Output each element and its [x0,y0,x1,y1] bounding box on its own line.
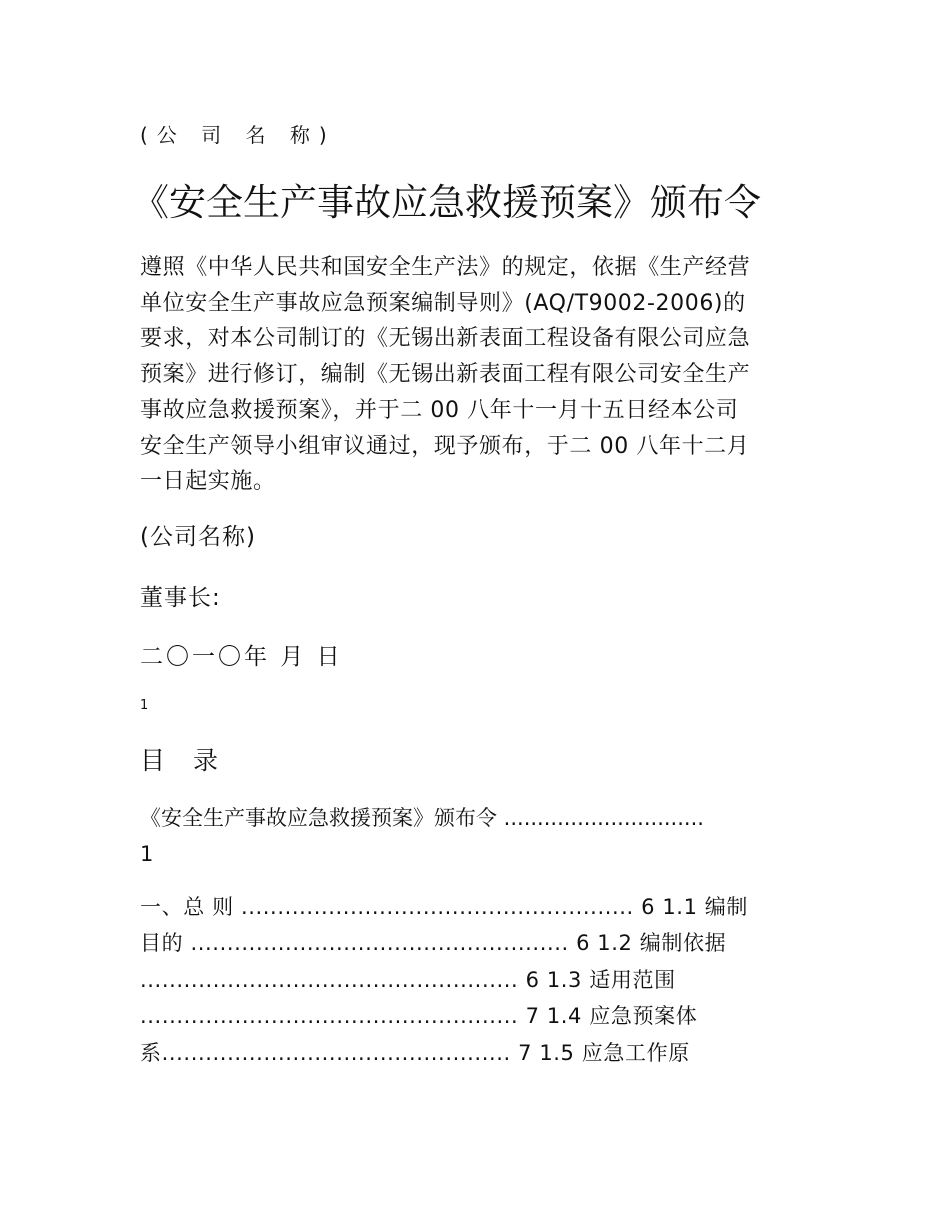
decree-line: 要求，对本公司制订的《无锡出新表面工程设备有限公司应急 [140,326,751,352]
toc-entries [140,889,748,1071]
toc-line[interactable]: 系................................................ 7 1.5 应急工作原 [140,1040,690,1065]
decree-line: 遵照《中华人民共和国安全生产法》的规定，依据《生产经营 [140,255,751,280]
toc-line[interactable]: 一、总 则 ...................................................... 6 1.1 编制 [140,895,748,919]
decree-line: 安全生产领导小组审议通过，现予颁布，于二 00 八年十二月 [140,433,750,459]
toc-entry-decree[interactable] [140,800,704,872]
toc-line[interactable]: .................................................... 6 1.3 适用范围 [140,967,676,992]
decree-line: 事故应急救援预案》，并于二 00 八年十一月十五日经本公司 [140,397,739,423]
decree-paragraph [140,250,820,500]
decree-line: 单位安全生产事故应急预案编制导则》(AQ/T9002-2006)的 [140,290,746,316]
toc-line: 1 [140,842,154,866]
toc-line[interactable]: 目的 .................................................... 6 1.2 编制依据 [140,931,727,956]
toc-line[interactable]: .................................................... 7 1.4 应急预案体 [140,1004,698,1029]
decree-line: 预案》进行修订，编制《无锡出新表面工程有限公司安全生产 [140,362,751,388]
signature-company: (公司名称) [140,524,256,550]
decree-line: 一日起实施。 [140,469,276,495]
company-name-placeholder-header: (公 司 名 称) [140,123,336,147]
toc-heading: 目 录 [140,746,228,775]
signature-date: 二〇一〇年 月 日 [140,644,343,670]
signature-chairman: 董事长: [140,585,221,611]
toc-line: 《安全生产事故应急救援预案》颁布令 .............................. [140,806,704,830]
page-number: 1 [140,698,149,713]
decree-title: 《安全生产事故应急救援预案》颁布令 [132,181,761,224]
